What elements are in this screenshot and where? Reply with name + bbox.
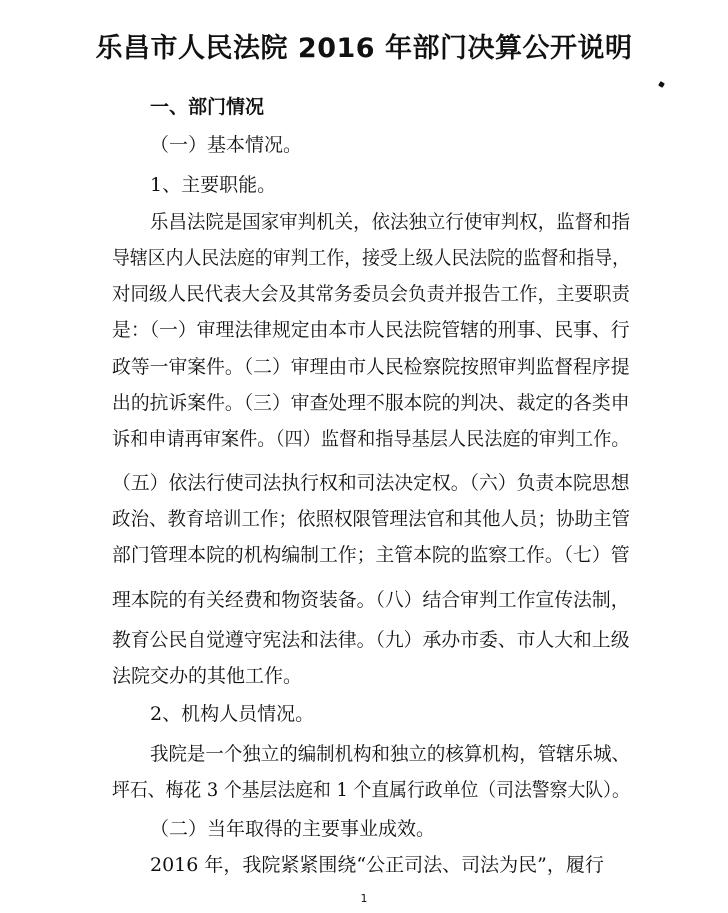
body-line: 法院交办的其他工作。 <box>112 665 303 687</box>
body-line: 坪石、梅花 3 个基层法庭和 1 个直属行政单位（司法警察大队）。 <box>112 779 630 801</box>
body-line: 对同级人民代表大会及其常务委员会负责并报告工作，主要职责 <box>112 283 631 305</box>
body-line: （五）依法行使司法执行权和司法决定权。（六）负责本院思想 <box>112 472 630 494</box>
subsection-heading: （一）基本情况。 <box>150 134 303 156</box>
subsection-heading: 1、主要职能。 <box>150 174 277 196</box>
subsection-heading: 2、机构人员情况。 <box>150 703 315 725</box>
body-line: 乐昌法院是国家审判机关，依法独立行使审判权，监督和指 <box>150 211 631 233</box>
body-line: 是：（一）审理法律规定由本市人民法院管辖的刑事、民事、行 <box>112 319 630 341</box>
body-line: 政治、教育培训工作；依照权限管理法官和其他人员；协助主管 <box>112 508 631 530</box>
body-line: 理本院的有关经费和物资装备。（八）结合审判工作宣传法制， <box>112 589 630 611</box>
body-line: 出的抗诉案件。（三）审查处理不服本院的判决、裁定的各类申 <box>112 392 630 414</box>
body-line: 教育公民自觉遵守宪法和法律。（九）承办市委、市人大和上级 <box>112 629 630 651</box>
body-line: 2016 年，我院紧紧围绕“公正司法、司法为民”，履行 <box>150 854 604 876</box>
document-title: 乐昌市人民法院 2016 年部门决算公开说明 <box>95 33 633 64</box>
scan-speck <box>658 81 665 88</box>
body-line: 政等一审案件。（二）审理由市人民检察院按照审判监督程序提 <box>112 356 630 378</box>
body-line: 导辖区内人民法庭的审判工作，接受上级人民法院的监督和指导， <box>112 247 631 269</box>
page-number: 1 <box>360 892 368 905</box>
subsection-heading: （二）当年取得的主要事业成效。 <box>150 818 436 840</box>
section-heading: 一、部门情况 <box>150 96 265 118</box>
body-line: 诉和申请再审案件。（四）监督和指导基层人民法庭的审判工作。 <box>112 428 630 450</box>
body-line: 我院是一个独立的编制机构和独立的核算机构，管辖乐城、 <box>150 743 631 765</box>
body-line: 部门管理本院的机构编制工作；主管本院的监察工作。（七）管 <box>112 544 630 566</box>
